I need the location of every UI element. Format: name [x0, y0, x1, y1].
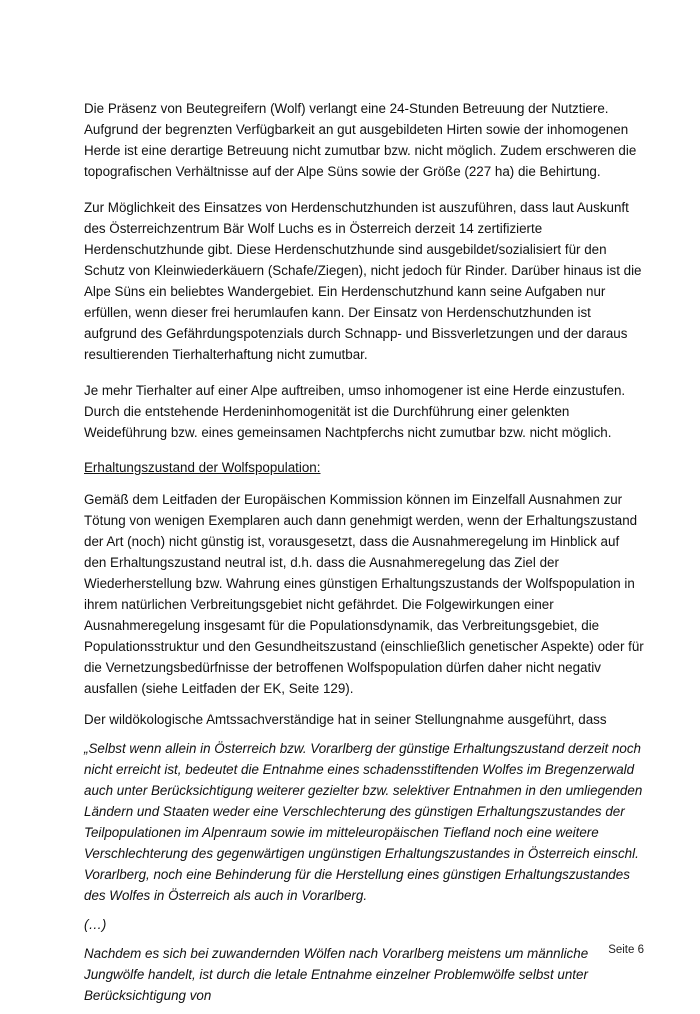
quote-ellipsis: (…): [84, 917, 107, 932]
quote-paragraph-1: „Selbst wenn allein in Österreich bzw. Vorarlberg der günstige Erhaltungszustand derzeit noch nicht erreicht ist, bedeutet die Entnahme eines schadensstiftenden Wolfes im Bregenzerwald auch unter Berücksichtigung weiterer gezielter bzw. selektiver Entnahmen in den umliegenden Ländern und Staaten weder eine Verschlechterung des günstigen Erhaltungszustandes der Teilpopulationen im Alpenraum sowie im mitteleuropäischen Tiefland noch eine weitere Verschlechterung des gegenwärtigen ungünstigen Erhaltungszustandes in Österreich einschl. Vorarlberg, noch eine Behinderung für die Herstellung eines günstigen Erhaltungszustandes des Wolfes in Österreich als auch in Vorarlberg.: [84, 741, 643, 903]
paragraph-herdeninhomogenitaet: Je mehr Tierhalter auf einer Alpe auftreiben, umso inhomogener ist eine Herde einzustufen. Durch die entstehende Herdeninhomogenität ist die Durchführung einer gelenkten Weideführung bzw. eines gemeinsamen Nachtpferchs nicht zumutbar bzw. nicht möglich.: [84, 383, 626, 440]
section-heading: Erhaltungszustand der Wolfspopulation:: [84, 460, 321, 475]
paragraph-amtssachverstaendige: Der wildökologische Amtssachverständige hat in seiner Stellungnahme ausgeführt, dass: [84, 712, 607, 727]
paragraph-leitfaden: Gemäß dem Leitfaden der Europäischen Kommission können im Einzelfall Ausnahmen zur Tötung von wenigen Exemplaren auch dann genehmigt werden, wenn der Erhaltungszustand der Art (noch) nicht günstig ist, vorausgesetzt, dass die Ausnahmeregelung im Hinblick auf den Erhaltungszustand neutral ist, d.h. dass die Ausnahmeregelung das Ziel der Wiederherstellung bzw. Wahrung eines günstigen Erhaltungszustands der Wolfspopulation in ihrem natürlichen Verbreitungsgebiet nicht gefährdet. Die Folgewirkungen einer Ausnahmeregelung insgesamt für die Populationsdynamik, das Verbreitungsgebiet, die Populationsstruktur und den Gesundheitszustand (einschließlich genetischer Aspekte) oder für die Vernetzungsbedürfnisse der betroffenen Wolfspopulation dürfen daher nicht negativ ausfallen (siehe Leitfaden der EK, Seite 129).: [84, 492, 644, 696]
paragraph-beutegreifer: Die Präsenz von Beutegreifern (Wolf) verlangt eine 24-Stunden Betreuung der Nutztiere. Aufgrund der begrenzten Verfügbarkeit an gut ausgebildeten Hirten sowie der inhomogenen Herde ist eine derartige Betreuung nicht zumutbar bzw. nicht möglich. Zudem erschweren die topografischen Verhältnisse auf der Alpe Süns sowie der Größe (227 ha) die Behirtung.: [84, 101, 637, 179]
page-number: Seite 6: [608, 944, 644, 956]
paragraph-herdenschutzhunde: Zur Möglichkeit des Einsatzes von Herdenschutzhunden ist auszuführen, dass laut Auskunft des Österreichzentrum Bär Wolf Luchs es in Österreich derzeit 14 zertifizierte Herdenschutzhunde gibt. Diese Herdenschutzhunde sind ausgebildet/sozialisiert für den Schutz von Kleinwiederkäuern (Schafe/Ziegen), nicht jedoch für Rinder. Darüber hinaus ist die Alpe Süns ein beliebtes Wandergebiet. Ein Herdenschutzhund kann seine Aufgaben nur erfüllen, wenn dieser frei herumlaufen kann. Der Einsatz von Herdenschutzhunden ist aufgrund des Gefährdungspotenzials durch Schnapp- und Bissverletzungen und der daraus resultierenden Tierhalterhaftung nicht zumutbar.: [84, 200, 642, 362]
quote-paragraph-2: Nachdem es sich bei zuwandernden Wölfen nach Vorarlberg meistens um männliche Jungwölfe handelt, ist durch die letale Entnahme einzelner Problemwölfe selbst unter Berücksichtigung von: [84, 946, 589, 1003]
page-content: [84, 98, 644, 1014]
